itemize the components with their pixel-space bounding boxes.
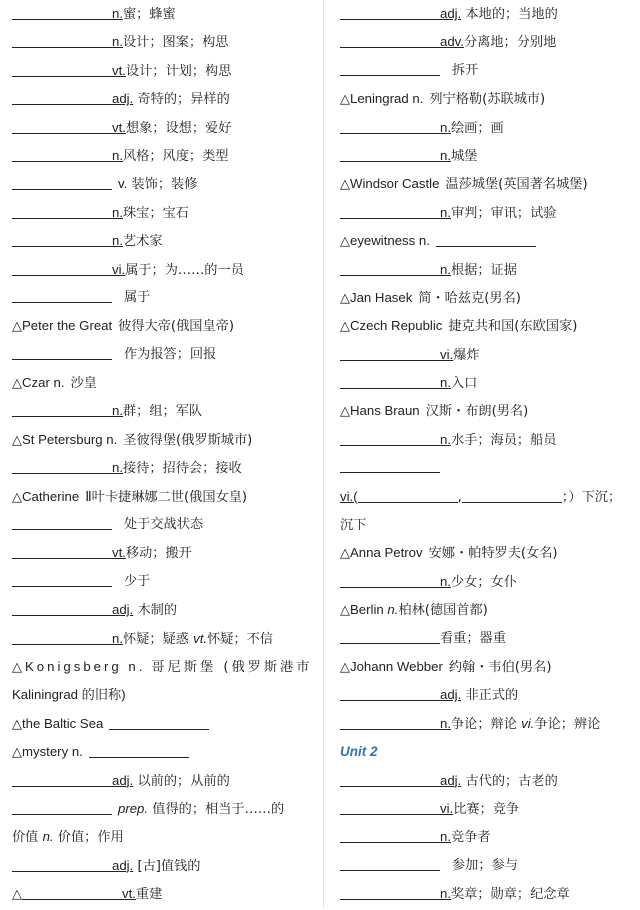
- answer-blank[interactable]: [12, 398, 112, 417]
- part-of-speech: adj.: [440, 6, 462, 21]
- answer-blank[interactable]: [12, 257, 112, 276]
- answer-blank[interactable]: [340, 625, 440, 644]
- meaning: 竞争者: [451, 830, 491, 846]
- term: eyewitness n.: [350, 233, 430, 249]
- vocab-entry: [12, 880, 312, 908]
- meaning: 蜜；蜂蜜: [123, 7, 176, 22]
- part-of-speech: prep.: [118, 800, 149, 816]
- vocab-entry: [12, 57, 312, 85]
- part-of-speech: v.: [118, 176, 128, 192]
- vocab-entry: [12, 852, 312, 880]
- triangle-icon: △: [340, 234, 350, 250]
- part-of-speech: n.: [440, 829, 451, 845]
- text: Kaliningrad 的旧称): [12, 687, 126, 703]
- meaning: 参加；参与: [452, 857, 518, 873]
- part-of-speech: vt.: [193, 630, 208, 646]
- vocab-entry: [12, 397, 312, 425]
- part-of-speech: n.: [112, 630, 123, 646]
- answer-blank[interactable]: [12, 597, 112, 616]
- answer-blank[interactable]: [340, 569, 440, 588]
- part-of-speech: n.: [440, 886, 451, 902]
- answer-blank[interactable]: [12, 115, 112, 134]
- triangle-icon: △: [12, 489, 22, 505]
- triangle-icon: △: [340, 404, 350, 420]
- vocab-entry: [12, 596, 312, 624]
- part-of-speech: adj.: [440, 772, 462, 788]
- meaning: 分离地；分别地: [463, 35, 557, 51]
- answer-blank[interactable]: [12, 455, 112, 474]
- answer-blank[interactable]: [340, 454, 440, 473]
- vocab-entry: [340, 142, 635, 170]
- unit-heading: Unit 2: [340, 744, 378, 760]
- vocab-entry: [340, 511, 635, 539]
- meaning: [古]值钱的: [133, 858, 201, 874]
- meaning: 风格；风度；类型: [123, 148, 229, 164]
- vocab-entry: [12, 426, 312, 454]
- part-of-speech: adj.: [440, 687, 462, 703]
- meaning: 沙皇: [70, 376, 97, 392]
- triangle-icon: △: [340, 92, 350, 108]
- vocab-entry: [340, 426, 635, 454]
- triangle-icon: △: [340, 319, 350, 335]
- meaning: 处于交战状态: [124, 517, 204, 533]
- part-of-speech: n.: [112, 460, 123, 476]
- vocab-entry: [340, 85, 635, 113]
- meaning: 彼得大帝(俄国皇帝): [118, 319, 234, 335]
- vocab-entry: [12, 284, 312, 312]
- meaning: 接待；招待会；接收: [123, 461, 242, 477]
- vocab-entry: [340, 681, 635, 709]
- vocab-entry: [340, 57, 635, 85]
- vocab-entry: [340, 199, 635, 227]
- answer-blank[interactable]: [340, 711, 440, 730]
- triangle-icon: △: [340, 603, 350, 619]
- meaning: 怀疑；不信: [207, 631, 273, 647]
- meaning: 哥尼斯堡 (俄罗斯港市: [151, 659, 313, 675]
- meaning: 城堡: [451, 148, 478, 164]
- triangle-icon: △: [12, 716, 22, 732]
- term: the Baltic Sea: [22, 715, 104, 731]
- part-of-speech: adj.: [112, 772, 134, 788]
- vocab-entry: [340, 823, 635, 851]
- part-of-speech: adj.: [112, 602, 134, 618]
- vocab-entry: [340, 170, 635, 198]
- meaning: ；）下沉；: [561, 489, 622, 505]
- meaning: 作为报答；回报: [124, 346, 217, 362]
- answer-blank[interactable]: [340, 768, 440, 787]
- meaning: 约翰・韦伯(男名): [448, 659, 552, 675]
- term: Czech Republic: [350, 318, 443, 334]
- term: Peter the Great: [22, 318, 113, 334]
- vocab-entry: [340, 114, 635, 142]
- section-heading: [340, 738, 635, 766]
- term: Catherine: [22, 488, 80, 504]
- term: St Petersburg n.: [22, 431, 118, 447]
- term: Anna Petrov: [350, 545, 423, 561]
- part-of-speech: vi.: [112, 261, 126, 277]
- meaning: 比赛；竞争: [453, 801, 520, 817]
- triangle-icon: △: [12, 319, 22, 335]
- meaning: Ⅱ叶卡捷琳娜二世(俄国女皇): [85, 489, 248, 505]
- right-column: [340, 0, 635, 909]
- meaning: 审判；审讯；试验: [451, 205, 557, 221]
- answer-blank[interactable]: [22, 881, 122, 900]
- vocab-entry: [12, 28, 312, 56]
- vocab-entry: [340, 256, 635, 284]
- part-of-speech: vt.: [122, 886, 136, 902]
- meaning: 本地的；当地的: [461, 7, 558, 22]
- meaning: 拆开: [452, 62, 479, 78]
- answer-blank[interactable]: [462, 484, 562, 503]
- meaning: 根据；证据: [451, 262, 517, 278]
- part-of-speech: n.: [112, 204, 123, 220]
- meaning: 属于；为……的一员: [125, 262, 244, 278]
- vocab-entry: [12, 369, 312, 397]
- answer-blank[interactable]: [340, 881, 440, 900]
- answer-blank[interactable]: [12, 796, 112, 815]
- vocab-entry: [340, 795, 635, 823]
- part-of-speech: vi.: [521, 715, 535, 731]
- answer-blank[interactable]: [340, 427, 440, 446]
- meaning: 少于: [124, 573, 151, 589]
- separator: ,: [457, 489, 462, 505]
- vocab-entry: [12, 568, 312, 596]
- vocab-entry: [340, 596, 635, 624]
- vocab-entry: [340, 767, 635, 795]
- answer-blank[interactable]: [12, 200, 112, 219]
- answer-blank[interactable]: [436, 228, 536, 247]
- part-of-speech: vt.: [112, 62, 126, 78]
- meaning: 木制的: [133, 603, 178, 619]
- answer-blank[interactable]: [12, 568, 112, 587]
- vocab-entry: [12, 767, 312, 795]
- triangle-icon: △: [12, 745, 22, 761]
- vocab-entry: [12, 823, 312, 851]
- answer-blank[interactable]: [12, 284, 112, 303]
- part-of-speech: n.: [440, 119, 451, 135]
- answer-blank[interactable]: [340, 824, 440, 843]
- answer-blank[interactable]: [12, 86, 112, 105]
- vocab-entry: [12, 170, 312, 198]
- vocab-entry: [340, 852, 635, 880]
- meaning: 少女；女仆: [451, 574, 517, 590]
- vocab-entry: [340, 227, 635, 255]
- answer-blank[interactable]: [12, 540, 112, 559]
- answer-blank[interactable]: [340, 57, 440, 76]
- text: 价值: [12, 830, 43, 846]
- triangle-icon: △: [12, 432, 22, 448]
- part-of-speech: n.: [387, 602, 399, 618]
- answer-blank[interactable]: [340, 342, 440, 361]
- meaning: 入口: [451, 376, 478, 392]
- meaning: 古代的；古老的: [461, 773, 558, 789]
- vocab-entry: [340, 653, 635, 681]
- meaning: 看重；器重: [440, 630, 506, 646]
- vocab-entry: [12, 142, 312, 170]
- meaning: 安娜・帕特罗夫(女名): [428, 546, 558, 562]
- answer-blank[interactable]: [109, 711, 209, 730]
- answer-blank[interactable]: [12, 341, 112, 360]
- answer-blank[interactable]: [340, 115, 440, 134]
- part-of-speech: n.: [440, 375, 451, 391]
- text: 价值；作用: [53, 830, 124, 846]
- triangle-icon: △: [12, 376, 22, 392]
- meaning: 爆炸: [453, 347, 480, 363]
- meaning: 值得的；相当于……的: [148, 801, 285, 817]
- meaning: 群；组；军队: [123, 404, 203, 420]
- vocab-entry: [12, 199, 312, 227]
- meaning: 艺术家: [123, 234, 163, 250]
- vocab-entry: [340, 312, 635, 340]
- answer-blank[interactable]: [340, 682, 440, 701]
- meaning: 圣彼得堡(俄罗斯城市): [123, 432, 253, 448]
- triangle-icon: △: [340, 659, 350, 675]
- vocab-entry: [12, 256, 312, 284]
- vocab-entry: [340, 369, 635, 397]
- vocab-entry: [12, 312, 312, 340]
- part-of-speech: vi.(: [340, 488, 358, 504]
- meaning: 温莎城堡(英国著名城堡): [445, 177, 588, 193]
- part-of-speech: n.: [440, 715, 451, 731]
- vocab-entry: [340, 568, 635, 596]
- vocab-entry: [12, 483, 312, 511]
- vocab-entry: [12, 454, 312, 482]
- meaning: 重建: [135, 887, 163, 903]
- answer-blank[interactable]: [340, 852, 440, 871]
- triangle-icon: △: [340, 290, 350, 306]
- part-of-speech: vt.: [112, 119, 126, 135]
- triangle-icon: △: [340, 177, 350, 193]
- answer-blank[interactable]: [340, 370, 440, 389]
- term: Berlin: [350, 602, 388, 618]
- term: Jan Hasek: [350, 289, 413, 305]
- meaning: 移动；搬开: [125, 546, 192, 562]
- meaning: 奖章；勋章；纪念章: [451, 887, 570, 903]
- meaning: 设计；计划；构思: [125, 63, 232, 79]
- part-of-speech: n.: [42, 829, 54, 845]
- term: mystery n.: [22, 744, 83, 760]
- vocab-entry: [12, 795, 312, 823]
- term: Czar n.: [22, 375, 65, 391]
- answer-blank[interactable]: [12, 58, 112, 77]
- part-of-speech: vt.: [112, 545, 126, 561]
- answer-blank[interactable]: [12, 1, 112, 20]
- part-of-speech: n.: [112, 6, 123, 21]
- meaning: 以前的；从前的: [133, 773, 230, 789]
- vocab-entry: [340, 28, 635, 56]
- triangle-icon: △: [340, 546, 350, 562]
- term: Konigsberg n.: [25, 658, 146, 674]
- meaning: 怀疑；疑惑: [123, 631, 194, 647]
- vocab-entry: [12, 653, 312, 681]
- meaning: 简・哈兹克(男名): [418, 290, 521, 306]
- term: Hans Braun: [350, 403, 420, 419]
- answer-blank[interactable]: [12, 228, 112, 247]
- meaning: 非正式的: [461, 688, 519, 704]
- term: Johann Webber: [350, 658, 443, 674]
- part-of-speech: n.: [112, 34, 123, 50]
- vocab-entry: [12, 341, 312, 369]
- meaning: 设计；图案；构思: [123, 35, 229, 51]
- answer-blank[interactable]: [340, 1, 440, 20]
- term: Windsor Castle: [350, 176, 440, 192]
- part-of-speech: n.: [440, 573, 451, 589]
- meaning: 奇特的；异样的: [133, 92, 230, 108]
- part-of-speech: n.: [112, 233, 123, 249]
- vocab-entry: [12, 539, 312, 567]
- answer-blank[interactable]: [12, 768, 112, 787]
- meaning: 珠宝；宝石: [123, 205, 189, 221]
- part-of-speech: vi.: [440, 346, 454, 362]
- meaning: 争论；辨论: [534, 716, 601, 732]
- vocab-entry: [340, 397, 635, 425]
- vocab-entry: [340, 625, 635, 653]
- text: 沉下: [340, 517, 367, 533]
- answer-blank[interactable]: [12, 29, 112, 48]
- meaning: 绘画；画: [451, 120, 504, 136]
- answer-blank[interactable]: [340, 257, 440, 276]
- part-of-speech: adv.: [440, 34, 464, 50]
- meaning: 汉斯・布朗(男名): [425, 404, 529, 420]
- meaning: 水手；海员；船员: [451, 432, 557, 448]
- triangle-icon: △: [12, 887, 22, 903]
- part-of-speech: vi.: [440, 800, 454, 816]
- vocab-entry: [12, 738, 312, 766]
- vocab-entry: [12, 511, 312, 539]
- answer-blank[interactable]: [340, 143, 440, 162]
- left-column: [12, 0, 312, 909]
- vocab-entry: [340, 0, 635, 28]
- part-of-speech: n.: [440, 261, 451, 277]
- part-of-speech: n.: [112, 403, 123, 419]
- meaning: 柏林(德国首都): [398, 603, 488, 619]
- answer-blank[interactable]: [340, 29, 440, 48]
- answer-blank[interactable]: [89, 739, 189, 758]
- vocab-entry: [340, 454, 635, 482]
- meaning: 争论；辩论: [451, 716, 522, 732]
- meaning: 装饰；装修: [127, 177, 198, 193]
- vocab-entry: [12, 85, 312, 113]
- part-of-speech: adj.: [112, 91, 134, 107]
- part-of-speech: n.: [112, 147, 123, 163]
- vocab-entry: [340, 880, 635, 908]
- answer-blank[interactable]: [358, 484, 458, 503]
- meaning: 想象；设想；爱好: [125, 120, 232, 136]
- vocab-entry: [12, 710, 312, 738]
- part-of-speech: n.: [440, 431, 451, 447]
- answer-blank[interactable]: [12, 626, 112, 645]
- vocab-entry: [340, 341, 635, 369]
- answer-blank[interactable]: [340, 200, 440, 219]
- part-of-speech: n.: [440, 147, 451, 163]
- triangle-icon: △: [12, 659, 25, 675]
- term: Leningrad n.: [350, 91, 424, 107]
- vocab-entry: [12, 0, 312, 28]
- vocab-entry: [12, 625, 312, 653]
- column-divider: [323, 0, 324, 908]
- vocab-entry: [340, 539, 635, 567]
- vocab-entry: [12, 227, 312, 255]
- vocab-entry: [340, 710, 635, 738]
- part-of-speech: adj.: [112, 857, 134, 873]
- answer-blank[interactable]: [12, 143, 112, 162]
- vocab-entry: [12, 681, 312, 709]
- answer-blank[interactable]: [12, 853, 112, 872]
- meaning: 列宁格勒(苏联城市): [429, 92, 546, 108]
- answer-blank[interactable]: [340, 796, 440, 815]
- vocab-entry: [340, 483, 635, 511]
- meaning: 属于: [124, 289, 151, 305]
- vocab-entry: [340, 284, 635, 312]
- answer-blank[interactable]: [12, 171, 112, 190]
- answer-blank[interactable]: [12, 511, 112, 530]
- part-of-speech: n.: [440, 204, 451, 220]
- vocab-entry: [12, 114, 312, 142]
- meaning: 捷克共和国(东欧国家): [448, 319, 578, 335]
